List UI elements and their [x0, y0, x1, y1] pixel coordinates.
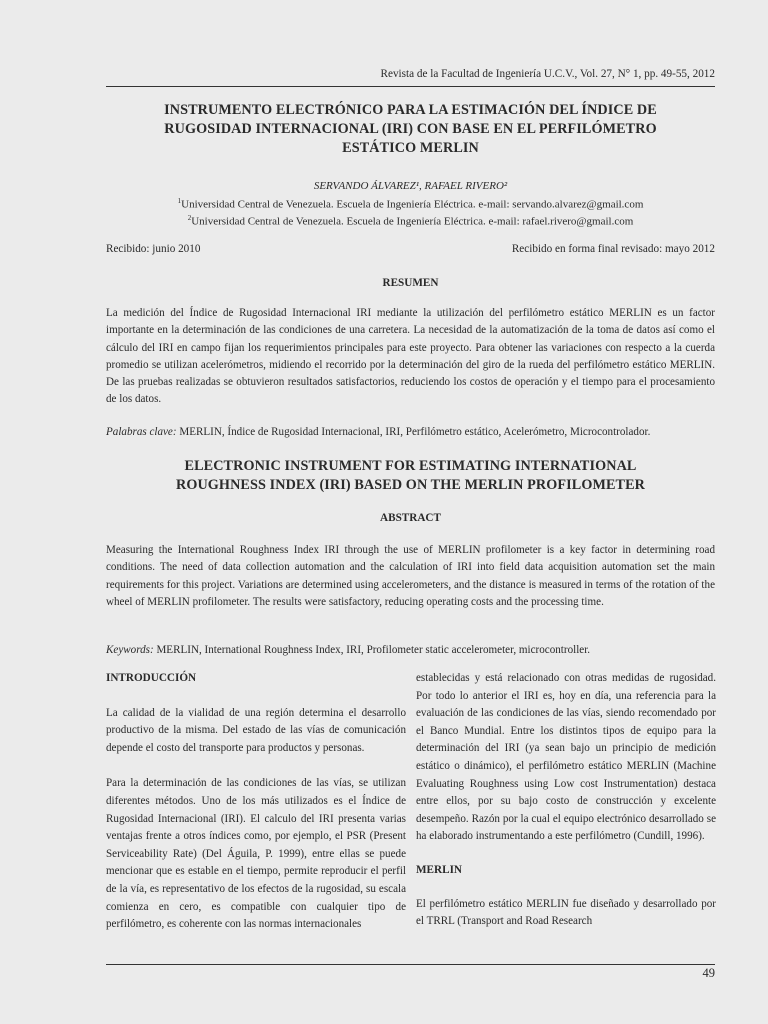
title-line: ESTÁTICO MERLIN — [342, 140, 479, 156]
keywords-label: Palabras clave: — [106, 426, 177, 438]
merlin-paragraph-1: El perfilómetro estático MERLIN fue diseñado y desarrollado por el TRRL (Transport and Road Research — [416, 897, 716, 928]
abstract-heading: ABSTRACT — [380, 512, 441, 524]
intro-paragraph-2: Para la determinación de las condiciones de las vías, se utilizan diferentes métodos. Uno de los más utilizados es el Índice de Rugosidad Internacional (IRI). El calculo del IRI presenta varias ventajas frente a otros índices como, por ejemplo, el PSR (Present Serviceability Rate) (Del Águila, P. 1999), entre ellas se puede mencionar que es estable en el tiempo, permite reproducir el perfil de la vía, es representativo de los efectos de la rugosidad, su escala comienza en cero, es compatible con cualquier tipo de perfilómetro, es coherente con las normas internacionales — [106, 777, 406, 931]
page-number: 49 — [702, 966, 715, 980]
resumen-text: La medición del Índice de Rugosidad Internacional IRI mediante la utilización del perfilómetro estático MERLIN es un factor importante en la determinación de las condiciones de una carretera. La necesidad de la automatización de la toma de datos así como el cálculo del IRI en campo fijan los requerimientos principales para este proyecto. Para obtener las variaciones con respecto a la cuerda promedio se utilizan acelerómetros, midiendo el recorrido por la determinación del giro de la rueda del perfilómetro estático MERLIN. De las pruebas realizadas se obtuvieron resultados satisfactorios, reduciendo los costos de operación y el tiempo para el procesamiento de los datos. — [106, 307, 715, 406]
title-spanish — [106, 101, 715, 158]
footer-rule — [106, 964, 715, 965]
affiliation-marker: 2 — [187, 214, 192, 222]
affiliation-2 — [106, 214, 715, 228]
keywords-list: MERLIN, International Roughness Index, IRI, Profilometer static accelerometer, microcontroller. — [153, 644, 591, 656]
affiliation-text: Universidad Central de Venezuela. Escuela de Ingeniería Eléctrica. e-mail: rafael.rivero@gmail.com — [191, 215, 634, 228]
intro-paragraph-1: La calidad de la vialidad de una región determina el desarrollo productivo de la misma. Del estado de las vías de comunicación depende el costo del transporte para productos y personas. — [106, 706, 406, 754]
resumen-heading: RESUMEN — [382, 277, 439, 289]
keywords-label: Keywords: — [106, 644, 154, 656]
title-line: INSTRUMENTO ELECTRÓNICO PARA LA ESTIMACIÓN DEL ÍNDICE DE — [164, 102, 657, 118]
keywords-spanish — [106, 426, 715, 438]
revised-date: Recibido en forma final revisado: mayo 2012 — [511, 243, 715, 255]
journal-header: Revista de la Facultad de Ingeniería U.C.V., Vol. 27, N° 1, pp. 49-55, 2012 — [380, 68, 715, 80]
title-line: ELECTRONIC INSTRUMENT FOR ESTIMATING INTERNATIONAL — [184, 458, 637, 474]
title-line: ROUGHNESS INDEX (IRI) BASED ON THE MERLIN PROFILOMETER — [175, 477, 646, 493]
affiliation-marker: 1 — [177, 197, 182, 205]
right-paragraph-1: establecidas y está relacionado con otras medidas de rugosidad. Por todo lo anterior el IRI es, hoy en día, una referencia para la evaluación de las condiciones de las vías, siendo recomendado por el Banco Mundial. Entre los distintos tipos de equipo para la determinación del IRI (ya sean bajo un principio de medición estático o dinámico), el perfilómetro estático MERLIN (Machine Evaluating Roughness using Low cost Instrumentation) destaca entre ellos, por su bajo costo de construcción y excelente desempeño. Razón por la cual el equipo electrónico desarrollado se ha elaborado instrumentando a este perfilómetro (Cundill, 1996). — [416, 672, 716, 843]
abstract-text: Measuring the International Roughness Index IRI through the use of MERLIN profilometer is a key factor in determining road conditions. The need of data collection automation and the calculation of IRI into field data acquisition automation set the main requirements for this project. Variations are determined using accelerometers, and the distance is measured in terms of the rotation of the wheel of MERLIN profilometer. The results were satisfactory, reducing operating costs and the processing time. — [106, 544, 715, 608]
received-date: Recibido: junio 2010 — [106, 243, 201, 255]
right-column — [416, 670, 716, 931]
authors: SERVANDO ÁLVAREZ¹, RAFAEL RIVERO² — [313, 180, 508, 192]
keywords-list: MERLIN, Índice de Rugosidad Internacional, IRI, Perfilómetro estático, Acelerómetro, Microcontrolador. — [176, 426, 651, 438]
intro-heading: INTRODUCCIÓN — [106, 672, 197, 684]
header-rule — [106, 86, 715, 87]
title-english — [106, 457, 715, 495]
affiliation-1 — [106, 197, 715, 211]
left-column — [106, 670, 406, 934]
keywords-english — [106, 644, 715, 656]
affiliation-text: Universidad Central de Venezuela. Escuela de Ingeniería Eléctrica. e-mail: servando.alvarez@gmail.com — [181, 198, 644, 211]
dates-row — [106, 243, 715, 255]
merlin-heading: MERLIN — [416, 863, 462, 876]
title-line: RUGOSIDAD INTERNACIONAL (IRI) CON BASE EN EL PERFILÓMETRO — [164, 121, 657, 137]
